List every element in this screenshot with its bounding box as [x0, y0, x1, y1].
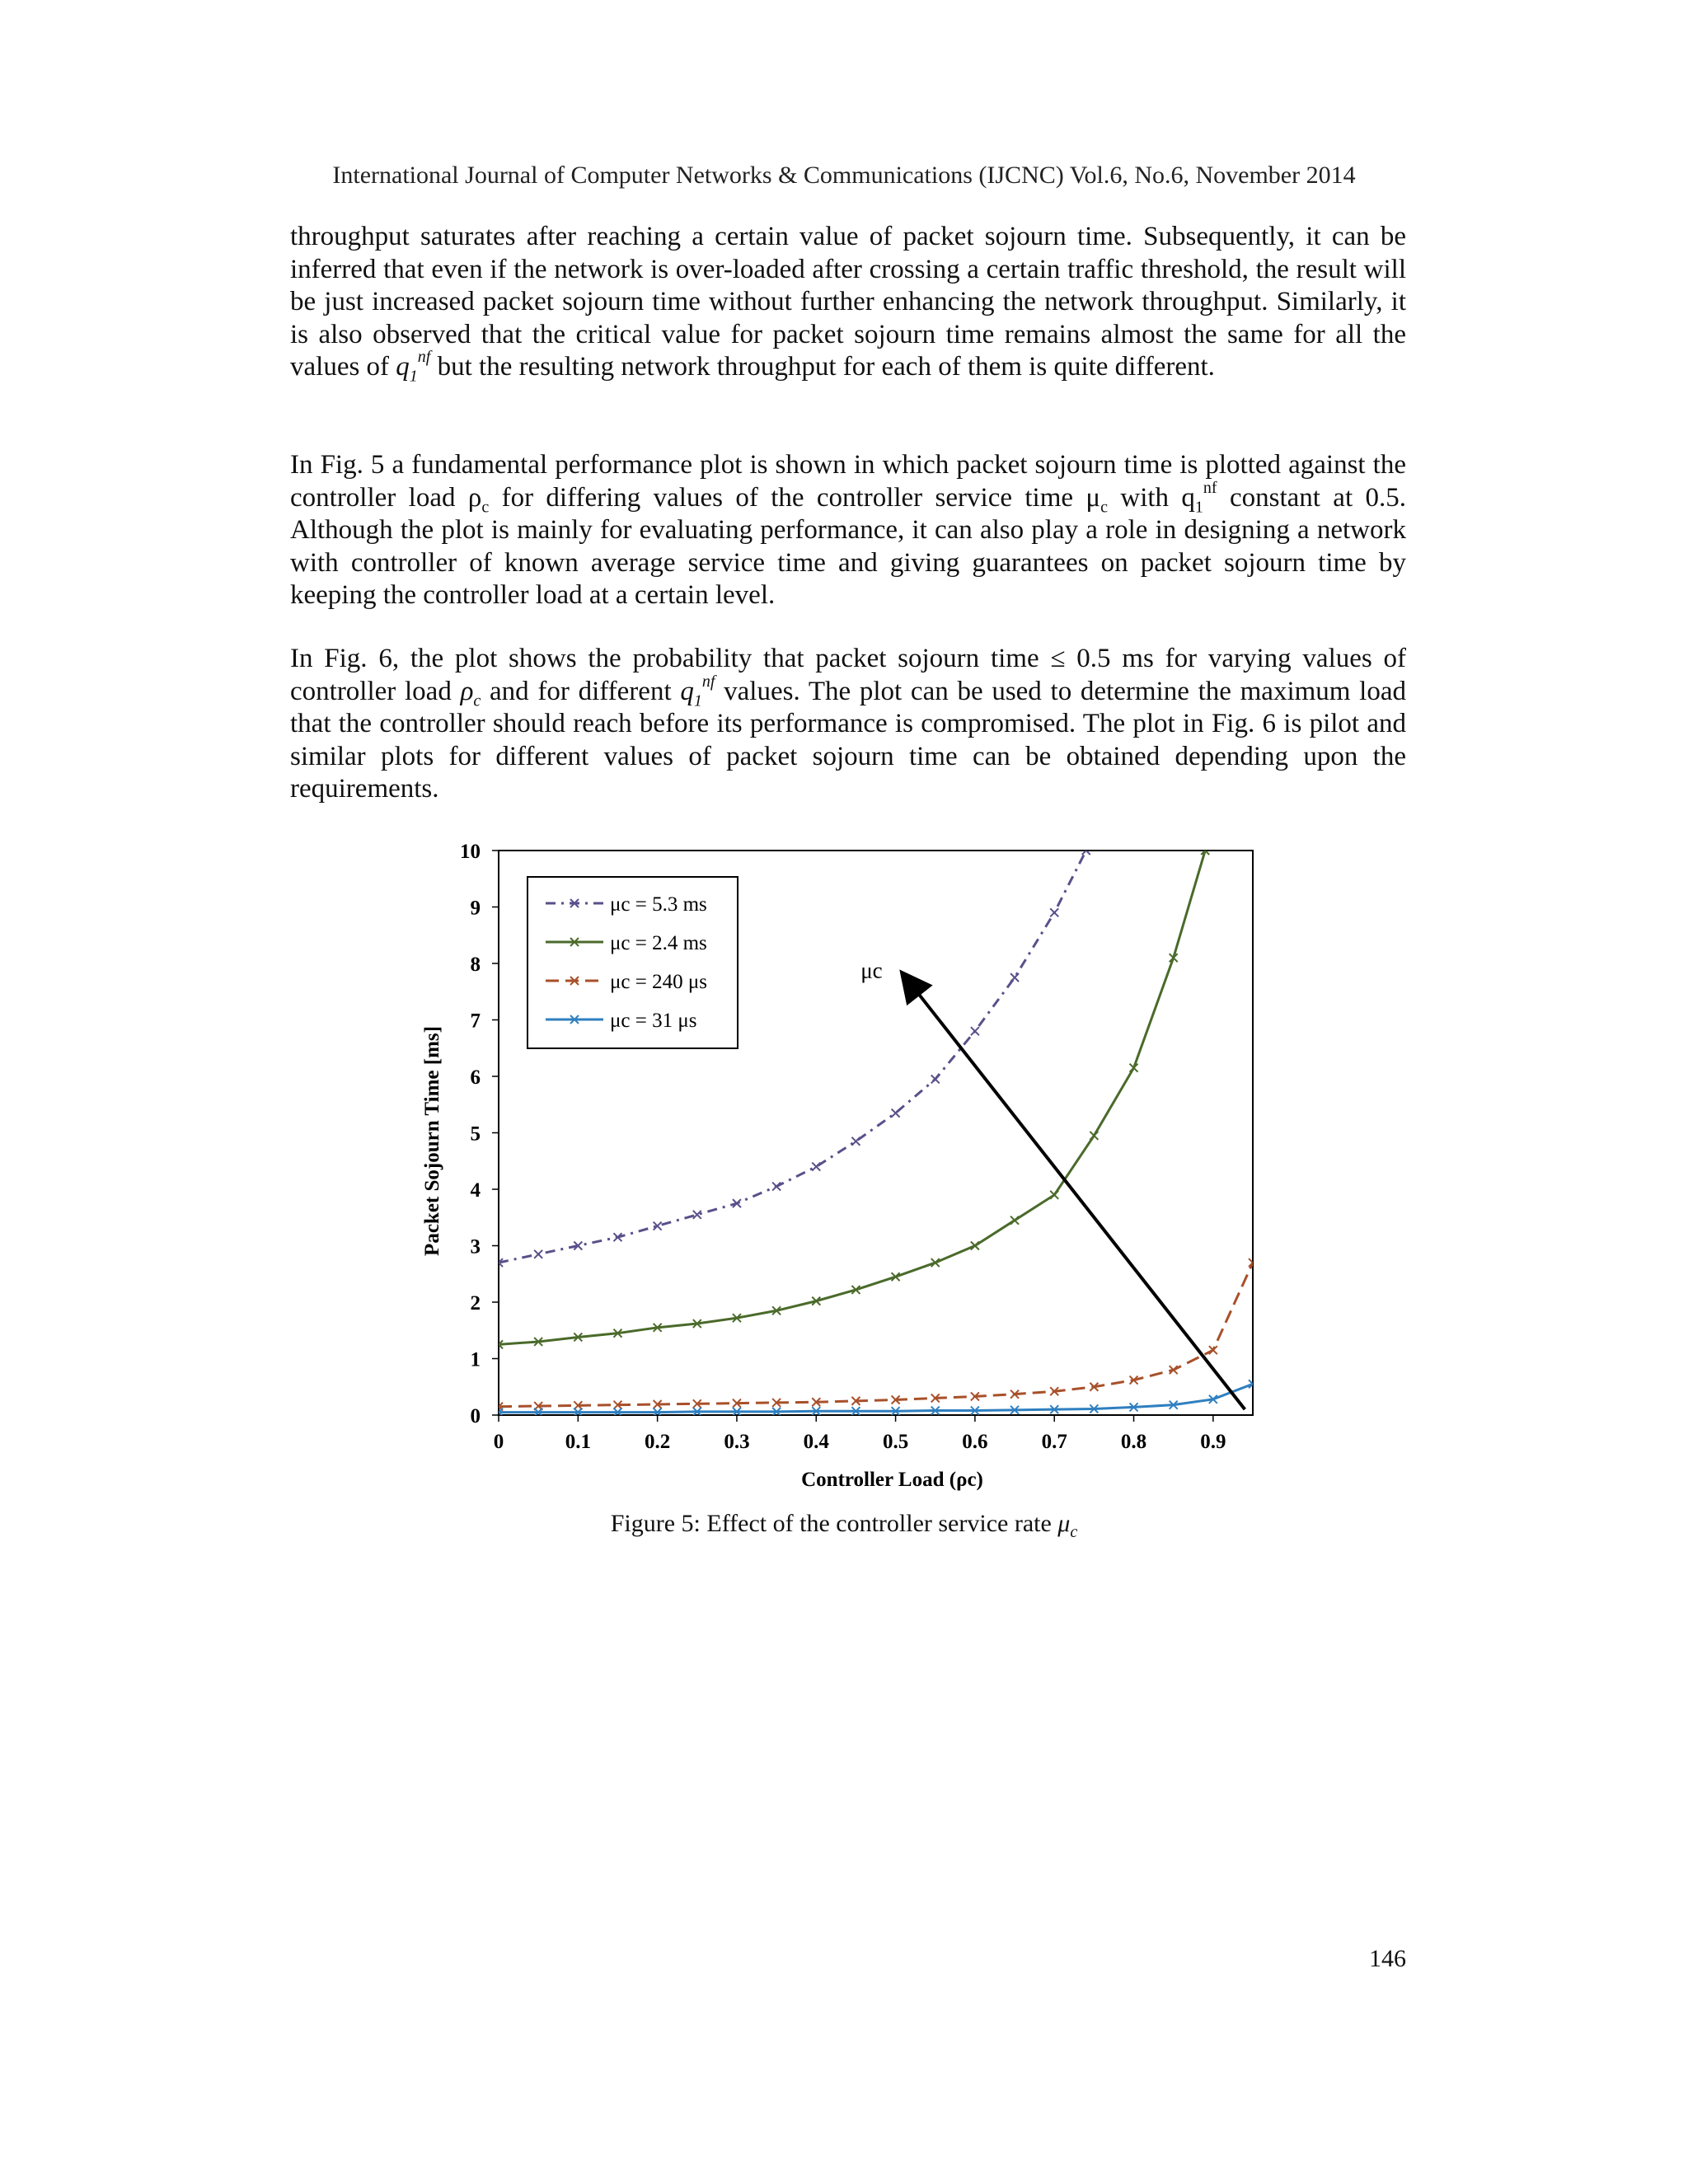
legend-label: μc = 240 μs [610, 971, 707, 993]
x-tick-label: 0.9 [1200, 1431, 1226, 1453]
y-tick-label: 5 [470, 1122, 481, 1146]
data-point [1050, 908, 1058, 916]
y-tick-label: 6 [470, 1066, 481, 1089]
y-tick-label: 3 [470, 1235, 481, 1258]
journal-header: International Journal of Computer Networks & Communications (IJCNC) Vol.6, No.6, November 2014 [332, 162, 1356, 189]
figure-caption: Figure 5: Effect of the controller service rate $\mu_c$ [610, 1510, 1078, 1541]
y-tick-label: 1 [470, 1348, 481, 1371]
paragraph-fig6: In Fig. 6, the plot shows the probability that packet sojourn time ≤ 0.5 ms for varying values of controller load $\rho_c$ and for different $q_1^{nf}$ values. The plot can be used to determine the maximum load that the controller should reach before its performance is compromised. The plot in Fig. 6 is pilot and similar plots for different values of packet sojourn time can be obtained depending upon the requirements. [290, 644, 1406, 804]
x-tick-label: 0.8 [1120, 1431, 1147, 1453]
y-axis-label: Packet Sojourn Time [ms] [421, 1026, 443, 1256]
y-tick-label: 4 [470, 1179, 481, 1202]
data-point [1050, 1191, 1058, 1199]
data-point [1090, 1132, 1098, 1140]
legend-label: μc = 2.4 ms [610, 932, 707, 954]
sojourn-time-chart [412, 832, 1286, 1516]
x-tick-label: 0.6 [962, 1431, 988, 1453]
paragraph-throughput: throughput saturates after reaching a certain value of packet sojourn time. Subsequently, it can be inferred that even if the network is over-loaded after crossing a certain traffic threshold, the result will be just increased packet sojourn time without further enhancing the network throughput. Similarly, it is also observed that the critical value for packet sojourn time remains almost the same for all the values of $q_1^{nf}$ but the resulting network throughput for each of them is quite different. [290, 222, 1406, 386]
annotation-label: μc [860, 958, 883, 983]
x-tick-label: 0.5 [882, 1431, 909, 1453]
data-point [812, 1163, 820, 1171]
x-tick-label: 0.1 [565, 1431, 591, 1453]
annotation-arrow [903, 975, 1245, 1409]
legend-label: μc = 31 μs [610, 1010, 697, 1032]
data-point [1010, 973, 1019, 982]
data-point [892, 1109, 900, 1118]
y-tick-label: 7 [470, 1010, 481, 1033]
data-point [971, 1027, 979, 1035]
data-point [534, 1250, 542, 1258]
x-tick-label: 0.2 [645, 1431, 671, 1453]
data-point [931, 1075, 940, 1083]
data-point [772, 1183, 781, 1191]
y-tick-label: 9 [470, 897, 481, 920]
x-tick-label: 0 [493, 1431, 504, 1453]
x-tick-label: 0.7 [1041, 1431, 1067, 1453]
y-tick-label: 0 [470, 1405, 481, 1427]
y-tick-label: 8 [470, 954, 481, 976]
data-point [851, 1137, 860, 1146]
data-point [1010, 1216, 1019, 1225]
figure-5 [412, 832, 1286, 1516]
paragraph-fig5: In Fig. 5 a fundamental performance plot is shown in which packet sojourn time is plotted against the controller load $\rho_c$ for differing values of the controller service time $\mu_c$ with $q_1^{nf}$ constant at 0.5. Although the plot is mainly for evaluating performance, it can also play a role in designing a network with controller of known average service time and giving guarantees on packet sojourn time by keeping the controller load at a certain level. [290, 450, 1406, 610]
series-line [499, 1384, 1253, 1412]
series-4 [495, 1380, 1257, 1416]
y-tick-label: 10 [460, 841, 481, 863]
x-axis-label: Controller Load (ρc) [801, 1469, 983, 1491]
legend-label: μc = 5.3 ms [610, 893, 707, 916]
x-tick-label: 0.3 [724, 1431, 750, 1453]
y-tick-label: 2 [470, 1292, 481, 1315]
x-tick-label: 0.4 [803, 1431, 829, 1453]
page-number: 146 [1369, 1945, 1406, 1972]
